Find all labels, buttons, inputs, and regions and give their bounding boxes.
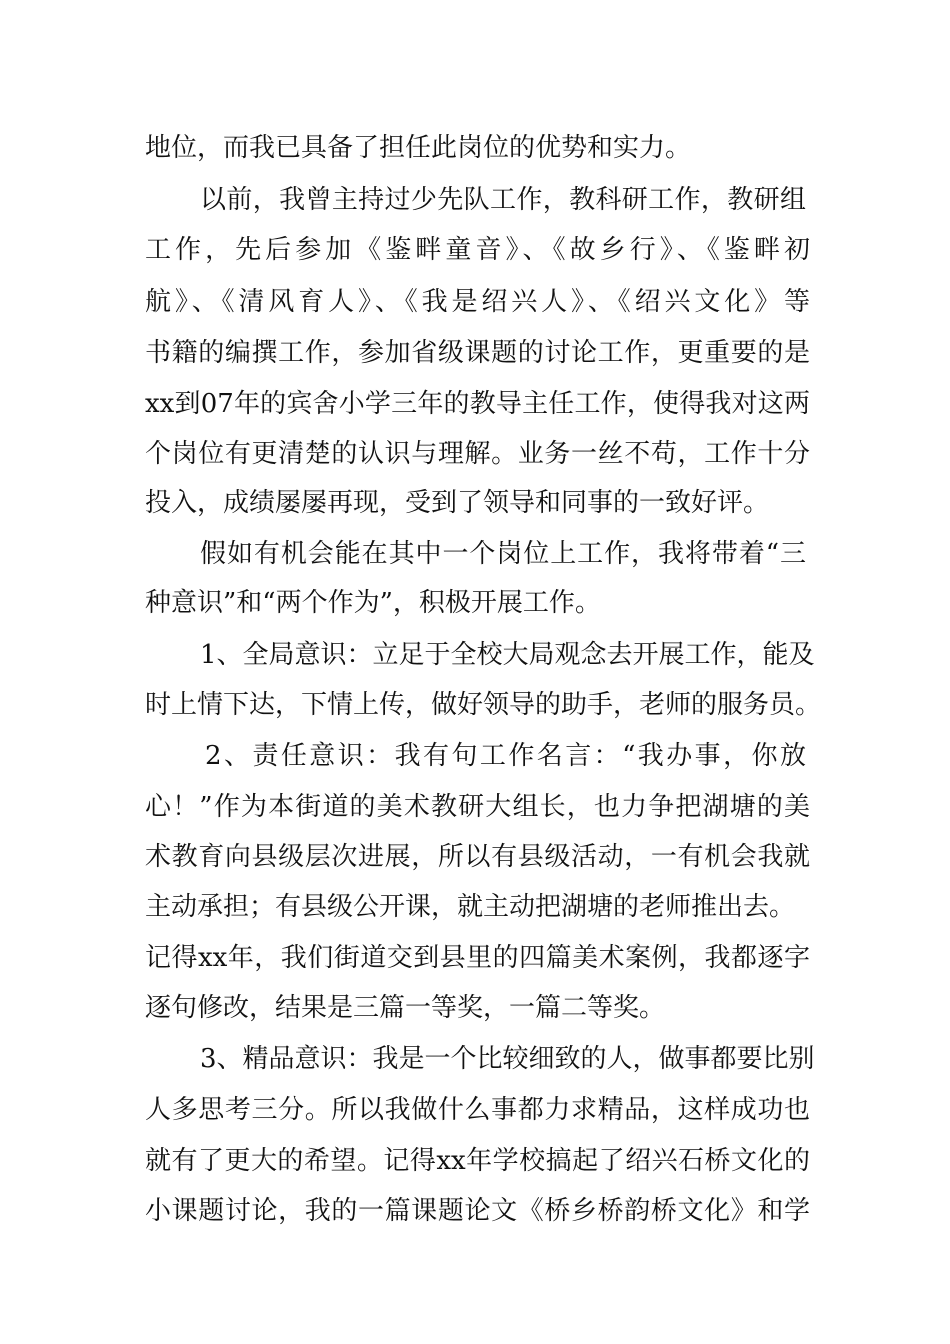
paragraph-first-line: 假如有机会能在其中一个岗位上工作，我将带着“三 (200, 539, 806, 569)
paragraph-first-line: 1、全局意识：立足于全校大局观念去开展工作，能及 (200, 640, 815, 670)
text-line: xx到07年的宾舍小学三年的教导主任工作，使得我对这两 (145, 389, 810, 419)
text-line: 书籍的编撰工作，参加省级课题的讨论工作，更重要的是 (145, 338, 810, 368)
text-line: 小课题讨论，我的一篇课题论文《桥乡桥韵桥文化》和学 (145, 1196, 810, 1226)
text-line: 个岗位有更清楚的认识与理解。业务一丝不苟，工作十分 (145, 439, 810, 469)
text-line: 投入，成绩屡屡再现，受到了领导和同事的一致好评。 (145, 488, 770, 518)
text-line: 时上情下达，下情上传，做好领导的助手，老师的服务员。 (145, 690, 822, 720)
text-line: 记得xx年，我们街道交到县里的四篇美术案例，我都逐字 (145, 943, 810, 973)
text-line: 就有了更大的希望。记得xx年学校搞起了绍兴石桥文化的 (145, 1146, 810, 1176)
text-line: 主动承担；有县级公开课，就主动把湖塘的老师推出去。 (145, 892, 796, 922)
text-line: 地位，而我已具备了担任此岗位的优势和实力。 (145, 133, 692, 163)
paragraph-first-line: 3、精品意识：我是一个比较细致的人，做事都要比别 (200, 1044, 815, 1074)
paragraph-first-line: 2、责任意识：我有句工作名言：“我办事，你放 (205, 741, 806, 771)
text-line: 人多思考三分。所以我做什么事都力求精品，这样成功也 (145, 1095, 810, 1125)
text-line: 航》、《清风育人》、《我是绍兴人》、《绍兴文化》等 (145, 287, 810, 317)
text-line: 种意识”和“两个作为”，积极开展工作。 (145, 588, 601, 618)
text-line: 心！”作为本街道的美术教研大组长，也力争把湖塘的美 (145, 792, 810, 822)
text-line: 逐句修改，结果是三篇一等奖，一篇二等奖。 (145, 993, 666, 1023)
text-line: 术教育向县级层次进展，所以有县级活动，一有机会我就 (145, 842, 810, 872)
paragraph-first-line: 以前，我曾主持过少先队工作，教科研工作，教研组 (200, 185, 806, 215)
text-line: 工作，先后参加《鉴畔童音》、《故乡行》、《鉴畔初 (145, 235, 810, 265)
